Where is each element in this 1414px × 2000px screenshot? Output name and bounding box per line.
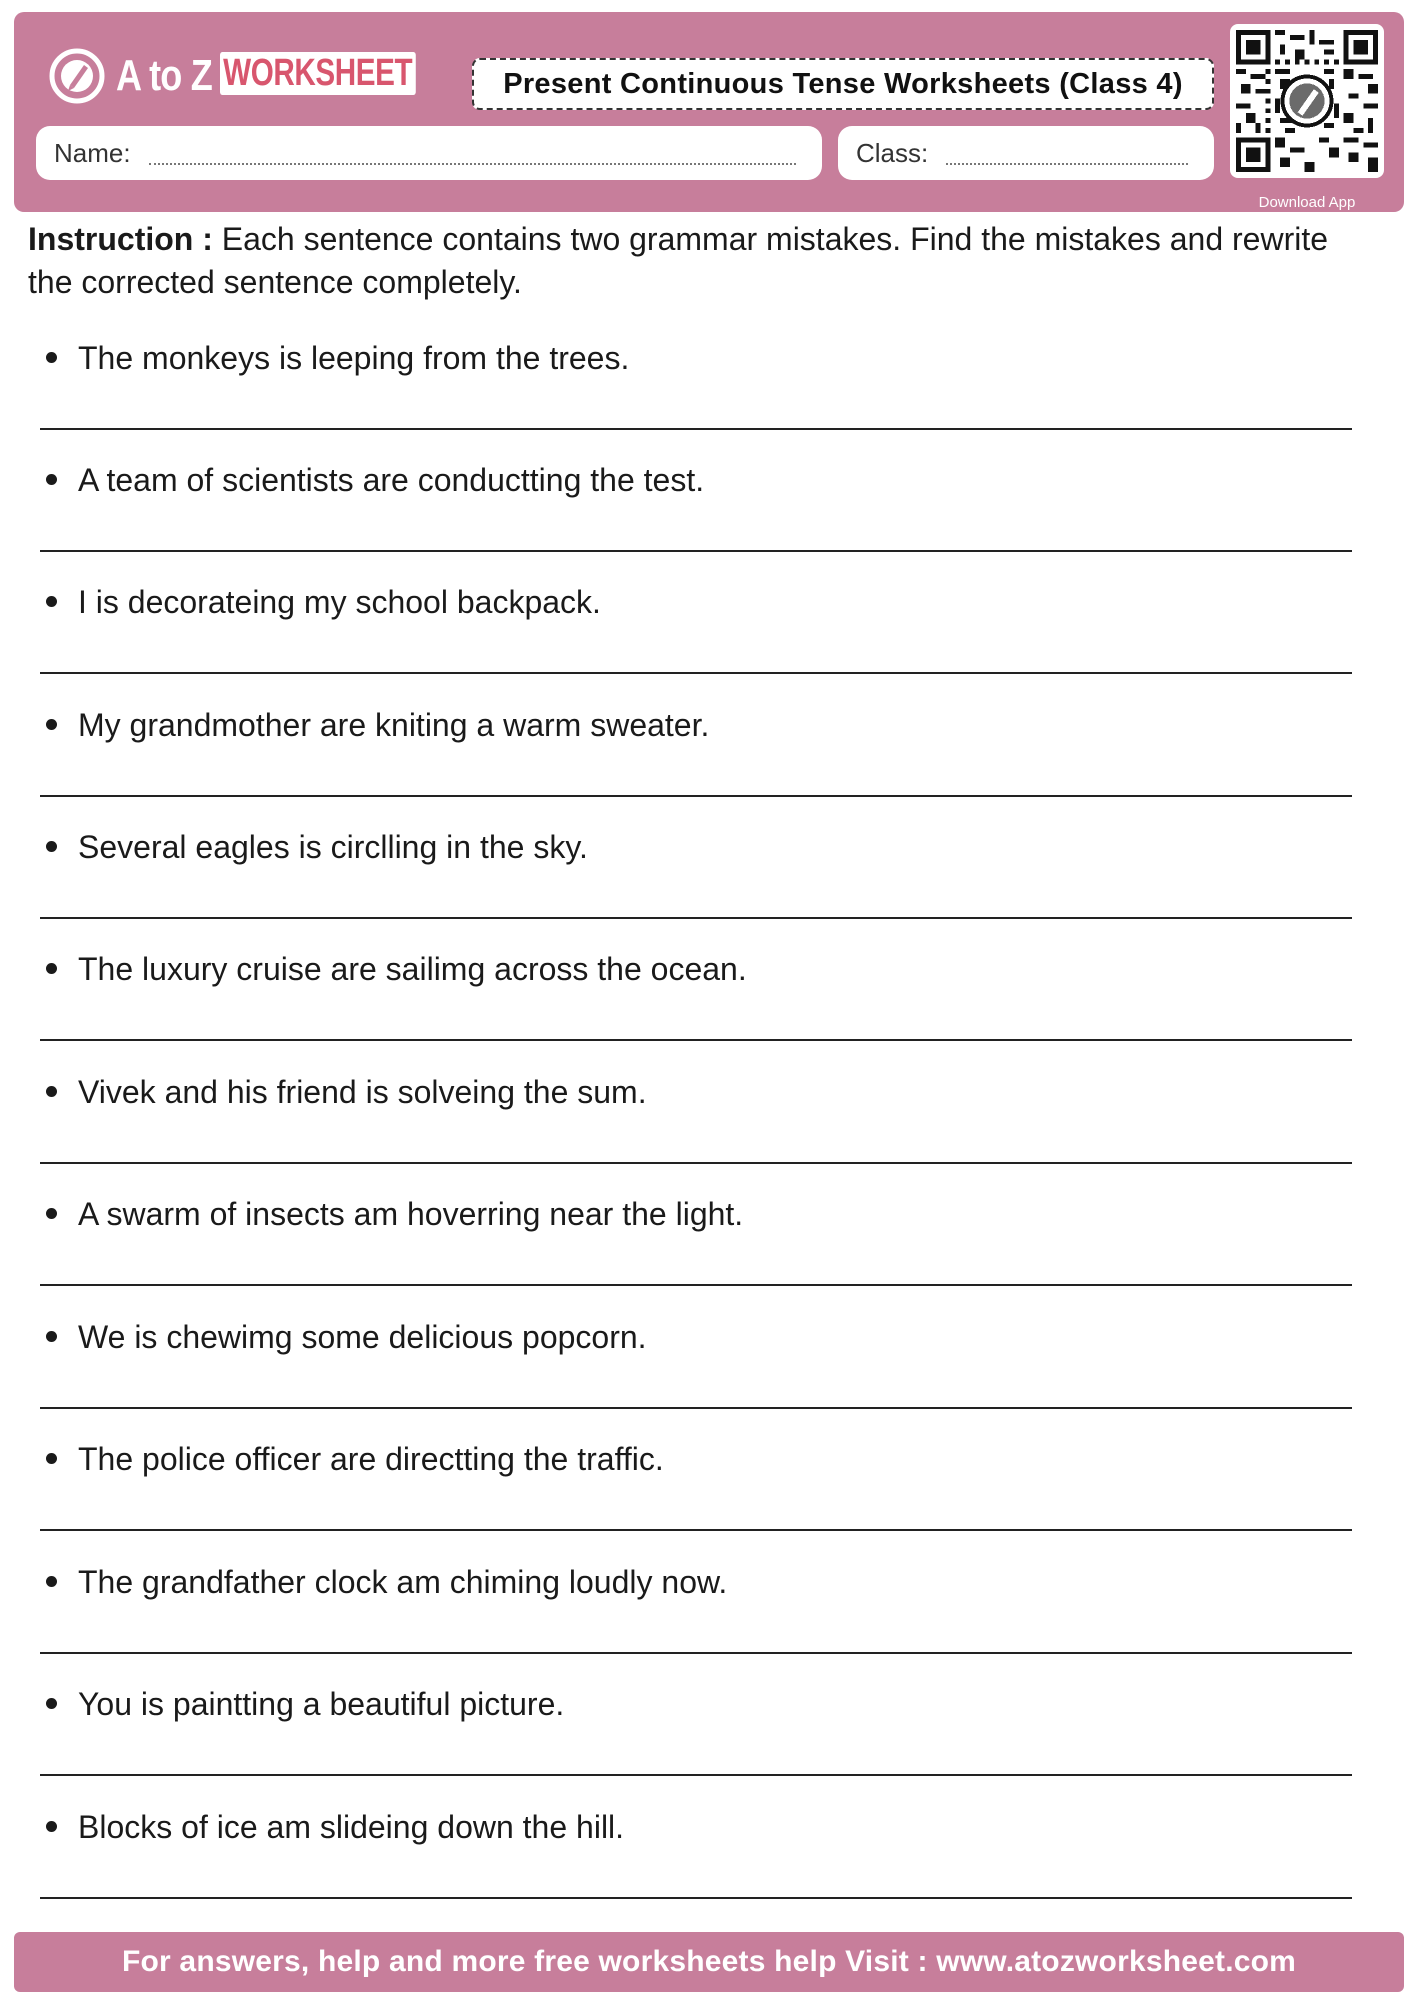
bullet-icon (46, 841, 57, 852)
bullet-icon (46, 1453, 57, 1464)
exercise-item (40, 819, 1352, 941)
class-dotted-line (946, 141, 1188, 165)
exercise-item (40, 941, 1352, 1063)
worksheet-header (14, 12, 1404, 212)
name-label: Name: (54, 137, 131, 168)
exercise-item (40, 1064, 1352, 1186)
sentence: The luxury cruise are sailimg across the ocean. (78, 951, 747, 987)
exercise-item (40, 1554, 1352, 1676)
sentence: Vivek and his friend is solveing the sum. (78, 1074, 647, 1110)
sentence: We is chewimg some delicious popcorn. (78, 1319, 647, 1355)
answer-line[interactable] (40, 1039, 1352, 1041)
bullet-icon (46, 1086, 57, 1097)
class-label: Class: (856, 137, 929, 168)
exercise-item (40, 330, 1352, 452)
download-app-caption[interactable]: Download App (1258, 194, 1356, 211)
bullet-icon (46, 352, 57, 363)
exercise-item (40, 1309, 1352, 1431)
exercise-item (40, 1431, 1352, 1553)
exercise-item (40, 452, 1352, 574)
answer-line[interactable] (40, 550, 1352, 552)
bullet-icon (46, 1208, 57, 1219)
exercise-item (40, 1676, 1352, 1798)
instruction (28, 218, 1368, 304)
answer-line[interactable] (40, 1652, 1352, 1654)
exercise-item (40, 1186, 1352, 1308)
bullet-icon (46, 474, 57, 485)
instruction-label: Instruction : (28, 221, 213, 257)
bullet-icon (46, 1698, 57, 1709)
footer-banner[interactable]: For answers, help and more free worksheets help Visit : www.atozworksheet.com (14, 1932, 1404, 1992)
pen-logo-icon (48, 47, 106, 105)
answer-line[interactable] (40, 1529, 1352, 1531)
sentence: You is paintting a beautiful picture. (78, 1686, 565, 1722)
answer-line[interactable] (40, 1162, 1352, 1164)
bullet-icon (46, 963, 57, 974)
instruction-text: Each sentence contains two grammar mistakes. Find the mistakes and rewrite the corrected sentence completely. (28, 221, 1329, 300)
bullet-icon (46, 1331, 57, 1342)
atoz-logo (48, 46, 413, 106)
answer-line[interactable] (40, 1284, 1352, 1286)
answer-line[interactable] (40, 795, 1352, 797)
answer-line[interactable] (40, 917, 1352, 919)
qr-code[interactable] (1230, 24, 1384, 178)
answer-line[interactable] (40, 672, 1352, 674)
answer-line[interactable] (40, 1774, 1352, 1776)
sentence: A swarm of insects am hoverring near the light. (78, 1196, 744, 1232)
sentence: The monkeys is leeping from the trees. (78, 340, 630, 376)
bullet-icon (46, 1821, 57, 1832)
answer-line[interactable] (40, 1897, 1352, 1899)
logo-highlight: WORKSHEET (220, 52, 415, 95)
answer-line[interactable] (40, 1407, 1352, 1409)
logo-text: A to Z (116, 51, 212, 100)
sentence: I is decorateing my school backpack. (78, 584, 601, 620)
worksheet-title: Present Continuous Tense Worksheets (Class 4) (472, 58, 1214, 110)
bullet-icon (46, 719, 57, 730)
bullet-icon (46, 1576, 57, 1587)
answer-line[interactable] (40, 428, 1352, 430)
sentence: The grandfather clock am chiming loudly now. (78, 1564, 728, 1600)
sentence: Blocks of ice am slideing down the hill. (78, 1809, 625, 1845)
exercise-item (40, 1799, 1352, 1921)
exercise-item (40, 574, 1352, 696)
qr-code-icon (1236, 30, 1378, 172)
name-dotted-line (149, 141, 796, 165)
sentence: Several eagles is circlling in the sky. (78, 829, 588, 865)
exercise-item (40, 697, 1352, 819)
name-field[interactable] (36, 126, 822, 180)
sentence: My grandmother are kniting a warm sweater. (78, 707, 710, 743)
sentence: The police officer are directting the traffic. (78, 1441, 664, 1477)
class-field[interactable] (838, 126, 1214, 180)
sentence: A team of scientists are conductting the test. (78, 462, 705, 498)
bullet-icon (46, 596, 57, 607)
